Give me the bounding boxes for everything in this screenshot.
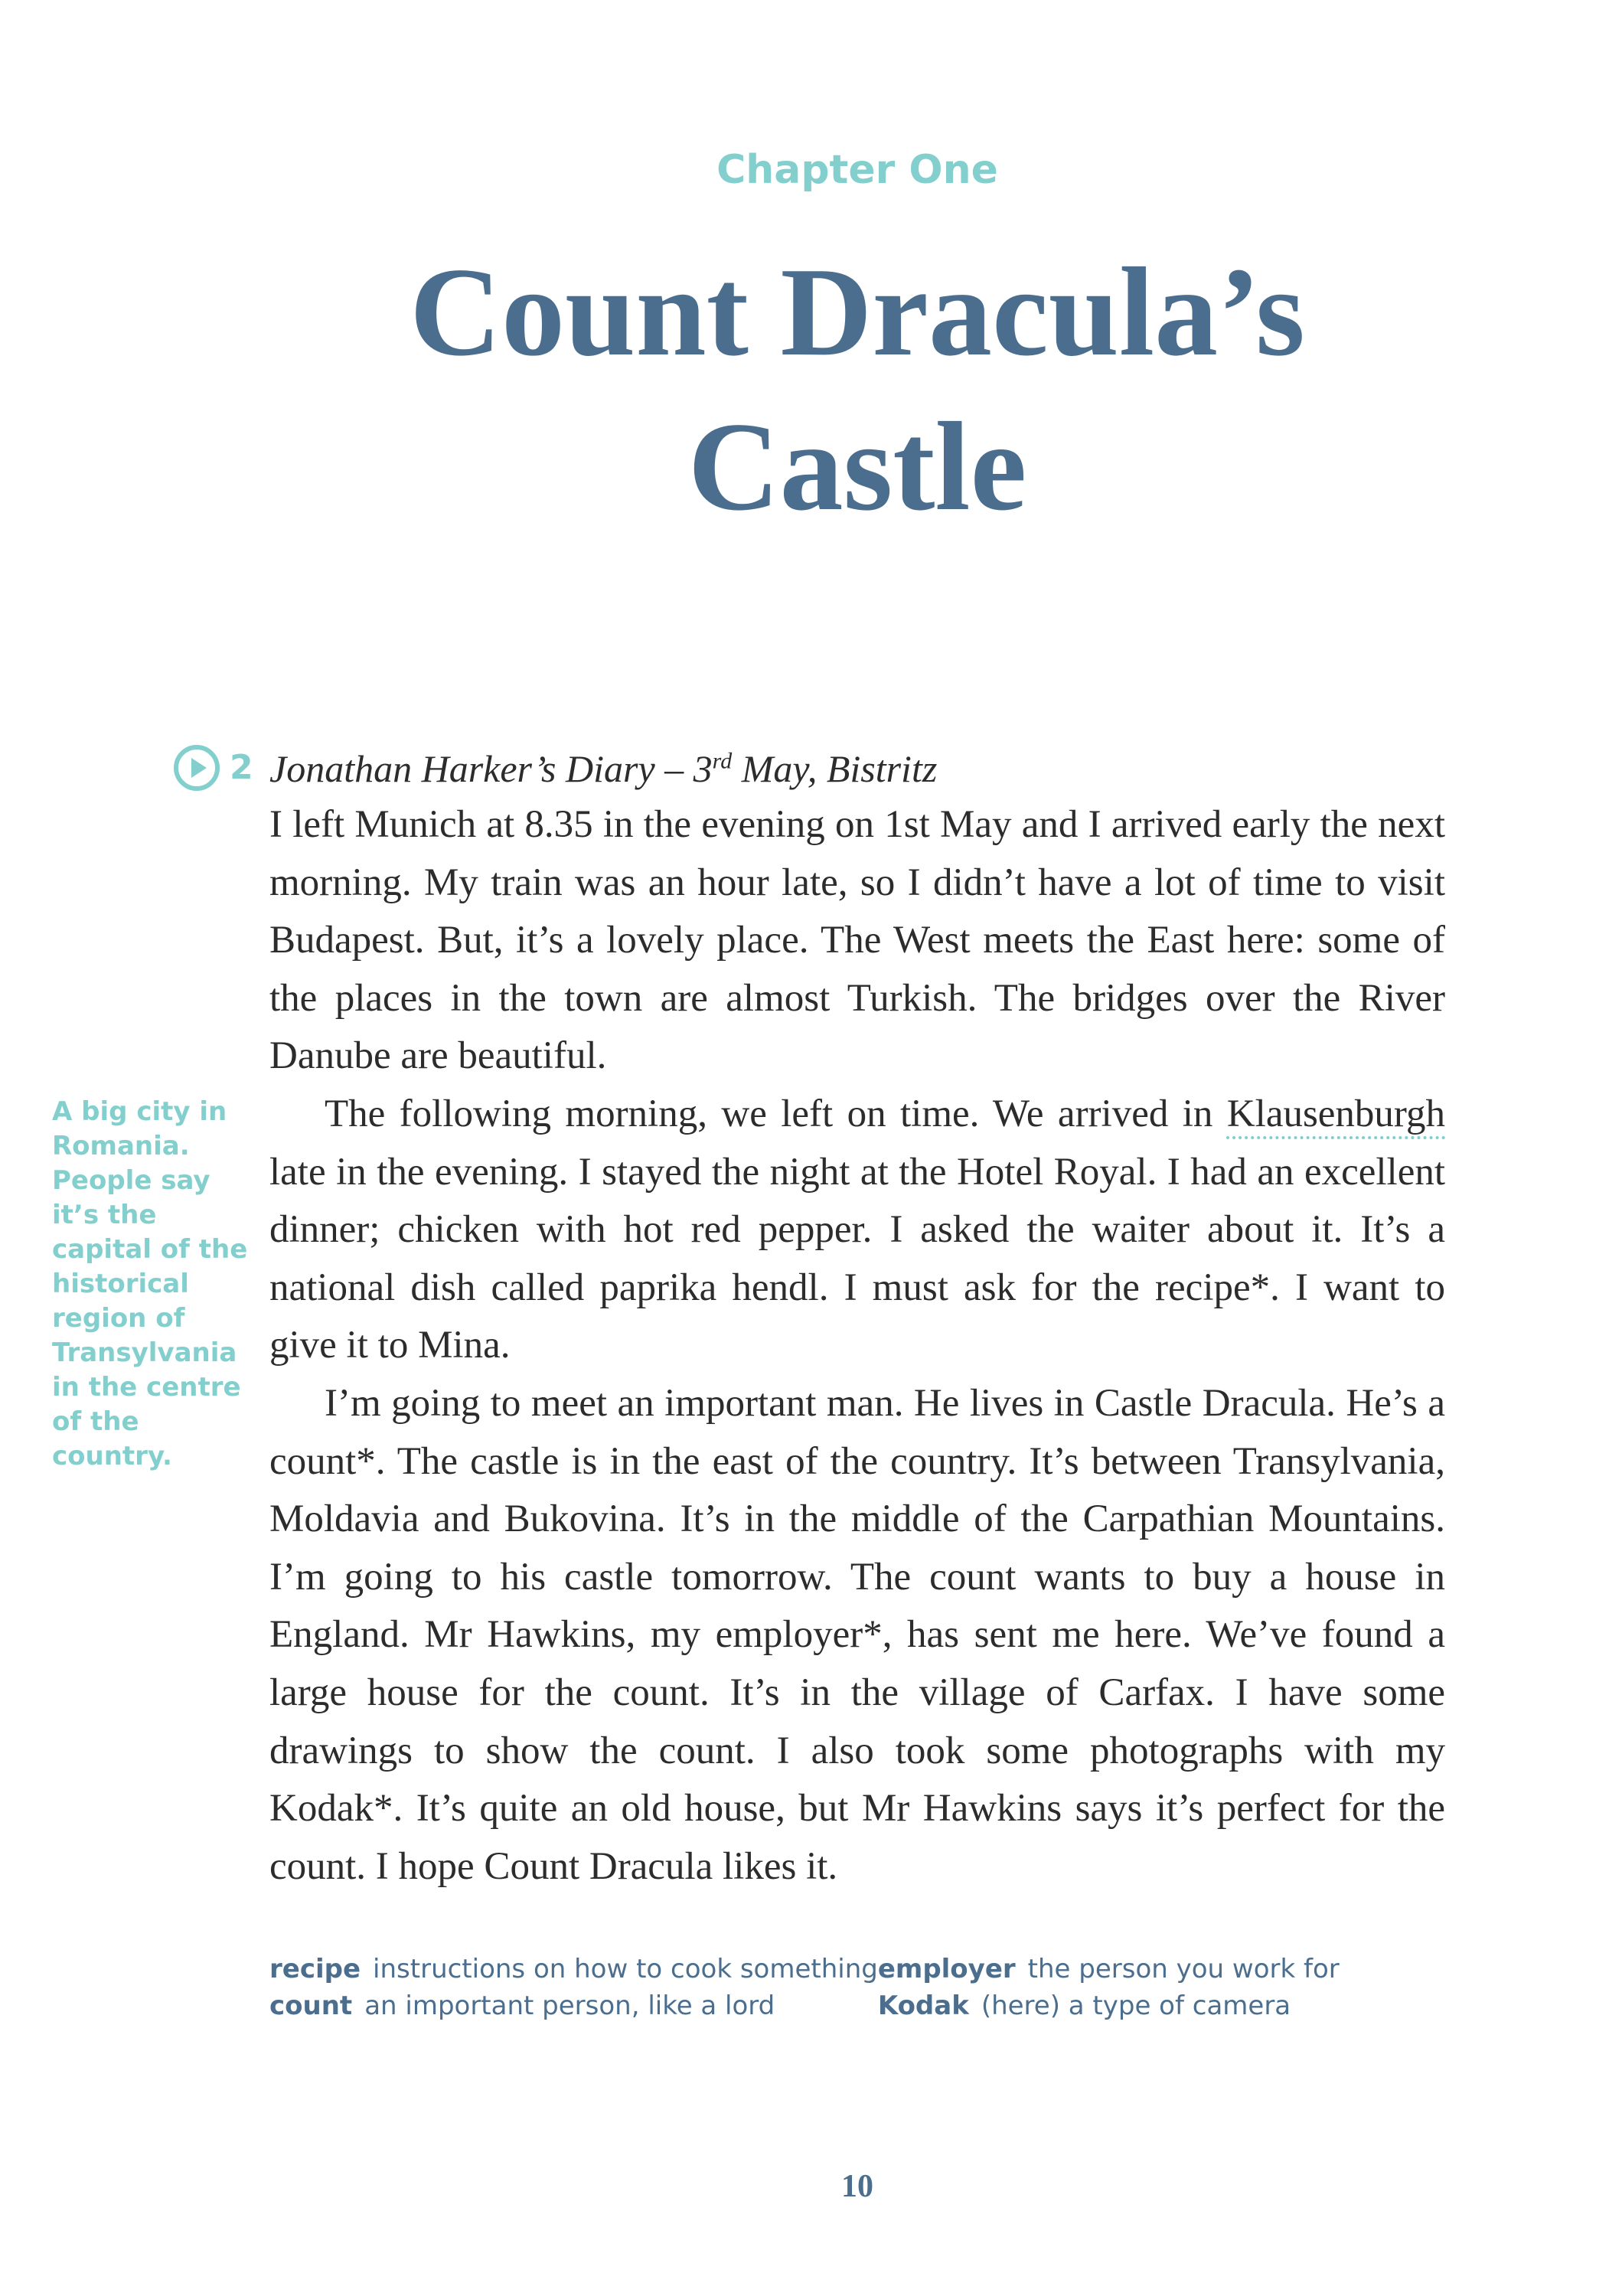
glossary-entry [269,1951,878,1987]
page-number: 10 [841,2169,873,2204]
audio-track-marker[interactable] [173,744,253,792]
glossary-column-left [269,1951,878,2024]
glossary-entry [878,1951,1448,1987]
body-paragraph-2-end: late in the evening. I stayed the night at the Hotel Royal. I had an excellent dinner; chicken with hot red pepper. I asked the waiter about it. It’s a national dish called paprika hendl. I must ask for the recipe*. I want to give it to Mina. [269,1150,1445,1367]
glossary-definition: (here) a type of camera [981,1991,1291,2021]
glossed-word-klausenburgh[interactable]: Klausenburgh [1226,1092,1445,1135]
glossary-entry [878,1987,1448,2024]
diary-heading-prefix: Jonathan Harker’s Diary – 3 [269,747,713,790]
glossary-entry [269,1987,878,2024]
body-paragraph-2-start: The following morning, we left on time. We arrived in [325,1092,1227,1135]
diary-heading-ordinal: rd [712,748,733,774]
chapter-title-line-2: Castle [687,396,1027,537]
chapter-label: Chapter One [716,147,998,193]
body-paragraph-3: I’m going to meet an important man. He lives in Castle Dracula. He’s a count*. The castle is in the east of the country. It’s between Transylvania, Moldavia and Bukovina. It’s in the middle of the Carpathian Mountains. I’m going to his castle tomorrow. The count wants to buy a house in England. Mr Hawkins, my employer*, has sent me here. We’ve found a large house for the count. It’s in the village of Carfax. I have some drawings to show the count. I also took some photographs with my Kodak*. It’s quite an old house, but Mr Hawkins says it’s perfect for the count. I hope Count Dracula likes it. [269,1381,1445,1888]
diary-heading [269,740,937,798]
glossary-term: employer [877,1954,1016,1984]
chapter-title [0,234,1622,544]
margin-note-klausenburgh: A big city in Romania. People say it’s the capital of the historical region of Transylvania in the centre of the country. [52,1096,248,1471]
body-paragraph-2 [269,1086,1445,1375]
glossary-term: Kodak [877,1991,969,2021]
chapter-title-line-1: Count Dracula’s [410,241,1305,382]
play-circle-icon[interactable] [173,744,220,792]
glossary-term: count [269,1991,353,2021]
diary-body [269,796,1445,1896]
glossary-definition: an important person, like a lord [364,1991,775,2021]
glossary-column-right [878,1951,1448,2024]
audio-track-number: 2 [230,748,253,787]
glossary-definition: the person you work for [1027,1954,1340,1984]
glossary [269,1951,1448,2024]
body-paragraph-1: I left Munich at 8.35 in the evening on 1st May and I arrived early the next morning. My train was an hour late, so I didn’t have a lot of time to visit Budapest. But, it’s a lovely place. The West meets the East here: some of the places in the town are almost Turkish. The bridges over the River Danube are beautiful. [269,803,1445,1078]
glossary-term: recipe [269,1954,361,1984]
glossary-definition: instructions on how to cook something [373,1954,878,1984]
diary-heading-suffix: May, Bistritz [732,747,938,790]
